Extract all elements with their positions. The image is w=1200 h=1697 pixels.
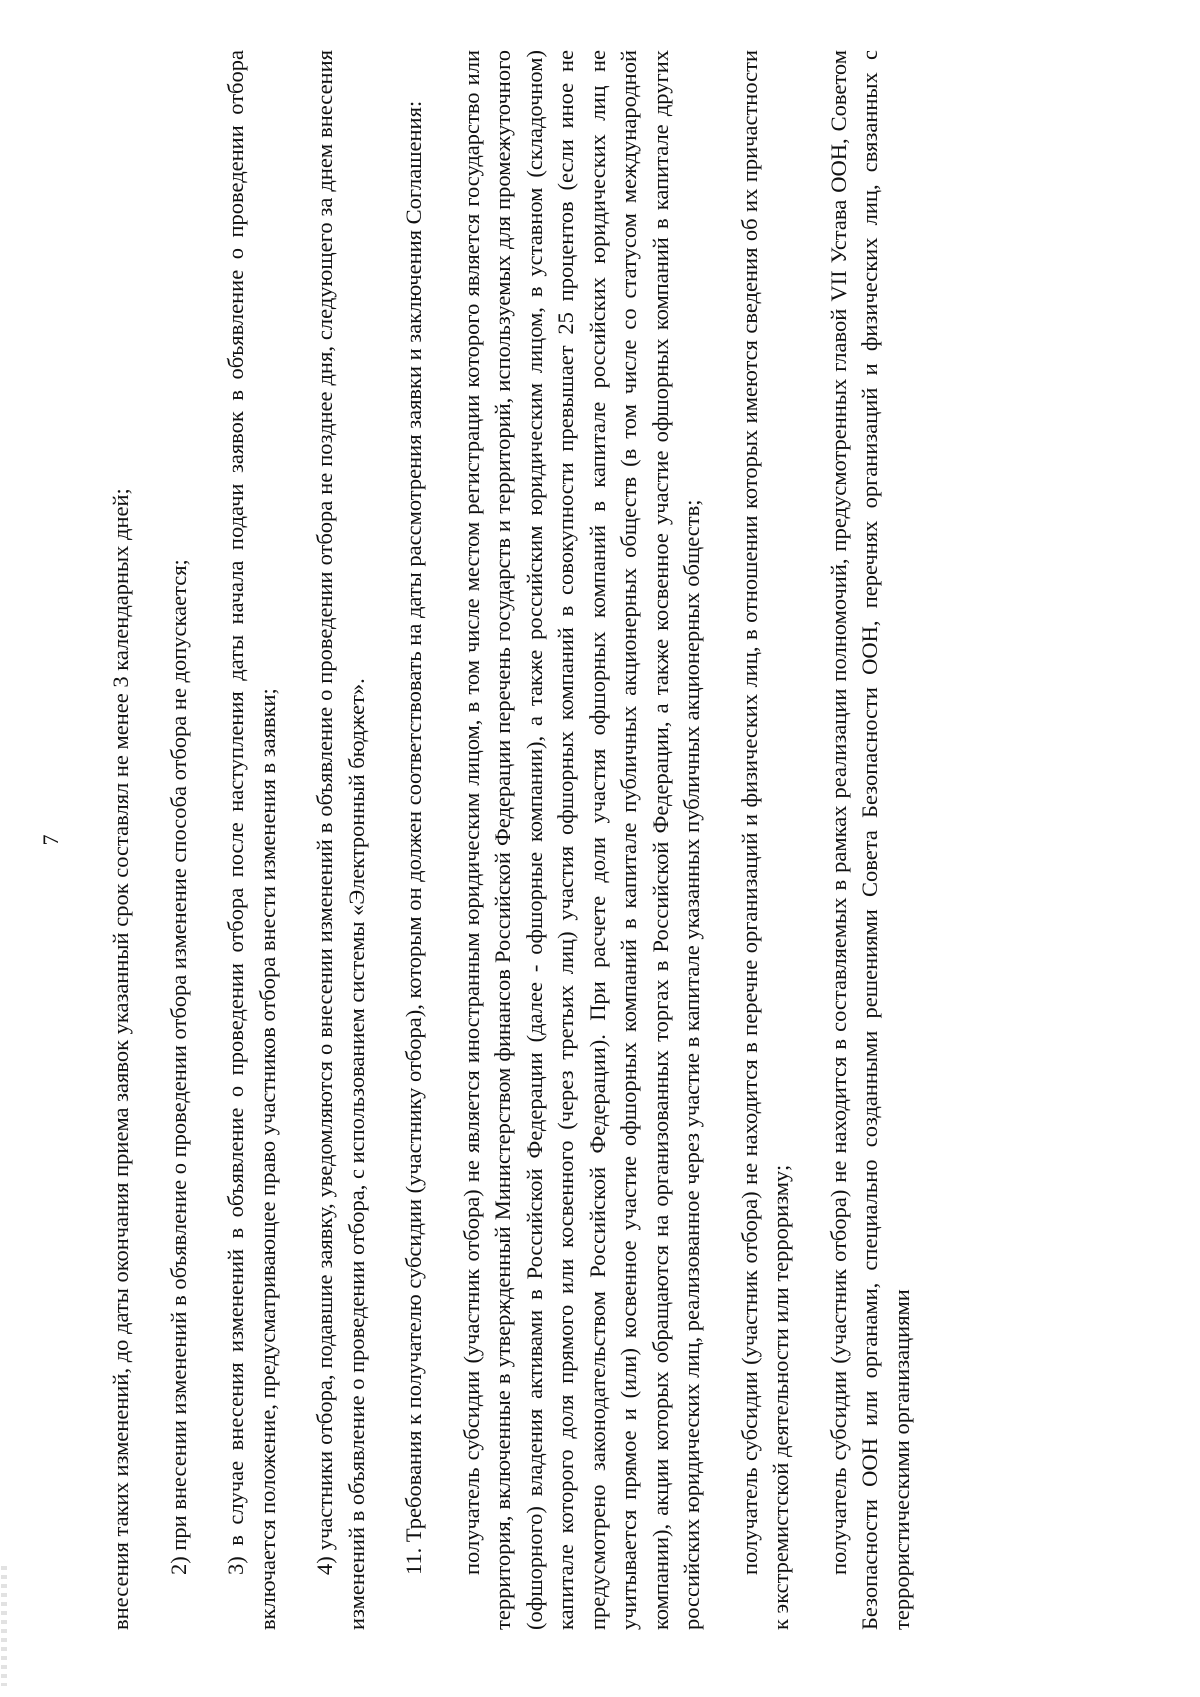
paragraph-requirement-un-lists: получатель субсидии (участник отбора) не находится в составляемых в рамках реализации полномочий, предусмотренных главой VII Устава ООН, Советом Безопасности ООН или органами, специально созданными решениями Совета Безопасности ООН, перечнях организаций и физических лиц, связанных с террористическими организациями [825,50,914,1630]
page-number: 7 [38,834,63,846]
paragraph-requirement-extremism: получатель субсидии (участник отбора) не находится в перечне организаций и физических лиц, в отношении которых имеются сведения об их причастности к экстремистской деятельности или терроризму; [736,50,793,1630]
paragraph-continuation: внесения таких изменений, до даты окончания приема заявок указанный срок составлял не менее 3 календарных дней; [108,488,133,1630]
paragraph-item-3: 3) в случае внесения изменений в объявление о проведении отбора после наступления даты начала подачи заявок в объявление о проведении отбора включается положение, предусматривающее право участников отбора внести изменения в заявки; [223,50,280,1630]
paragraph-item-2: 2) при внесении изменений в объявление о проведении отбора изменение способа отбора не допускается; [165,559,191,1575]
scan-edge-artifact [1,1566,7,1686]
paragraph-requirement-offshore: получатель субсидии (участник отбора) не является иностранным юридическим лицом, в том числе местом регистрации которого является государство или территория, включенные в утвержденный Министерством финансов Российской Федерации перечень государств и территорий, используемых для промежуточного (офшорного) владения активами в Российской Федерации (далее - офшорные компании), а также российским юридическим лицом, в уставном (складочном) капитале которого доля прямого или косвенного (через третьих лиц) участия офшорных компаний в совокупности превышает 25 процентов (если иное не предусмотрено законодательством Российской Федерации). При расчете доли участия офшорных компаний в капитале российских юридических лиц не учитывается прямое и (или) косвенное участие офшорных компаний в капитале публичных акционерных обществ (в том числе со статусом международной компании), акции которых обращаются на организованных торгах в Российской Федерации, а также косвенное участие офшорных компаний в капитале других российских юридических лиц, реализованное через участие в капитале указанных публичных акционерных обществ; [458,50,704,1630]
paragraph-item-4: 4) участники отбора, подавшие заявку, уведомляются о внесении изменений в объявление о проведении отбора не позднее дня, следующего за днем внесения изменений в объявление о проведении отбора, с использованием системы «Электронный бюджет». [312,50,369,1630]
rotated-text-block [38,50,1165,1630]
paragraph-section-11: 11. Требования к получателю субсидии (участнику отбора), которым он должен соответствовать на даты рассмотрения заявки и заключения Соглашения: [401,100,426,1575]
